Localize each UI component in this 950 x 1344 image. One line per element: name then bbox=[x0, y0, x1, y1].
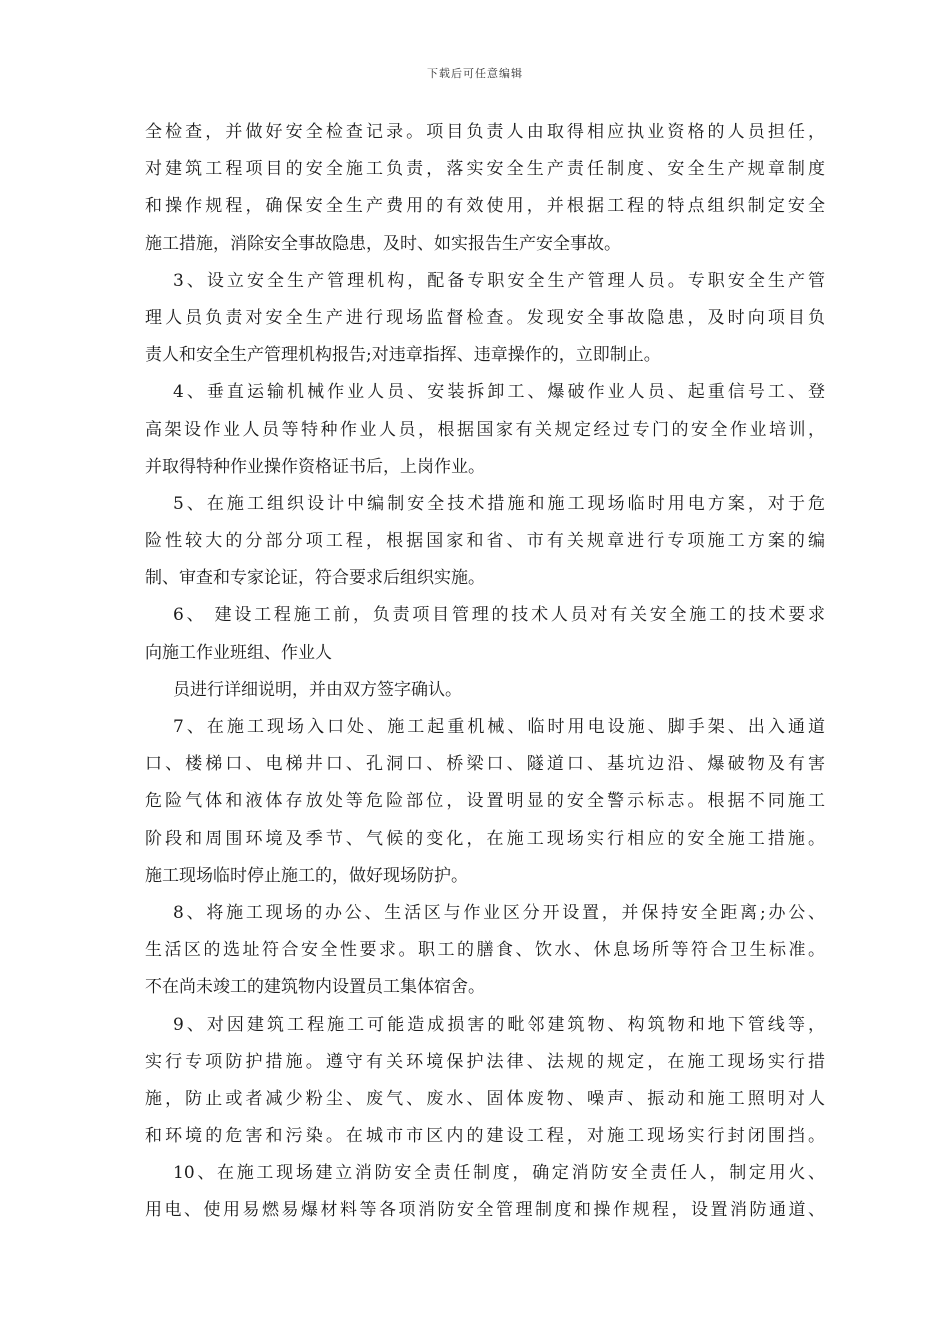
text-line: 员进行详细说明，并由双方签字确认。 bbox=[173, 679, 462, 700]
text-line: 4、垂直运输机械作业人员、安装拆卸工、爆破作业人员、起重信号工、登 bbox=[173, 382, 825, 403]
text-line: 理人员负责对安全生产进行现场监督检查。发现安全事故隐患，及时向项目负 bbox=[145, 307, 825, 328]
text-line: 口、楼梯口、电梯井口、孔洞口、桥梁口、隧道口、基坑边沿、爆破物及有害 bbox=[145, 754, 825, 775]
text-line: 7、在施工现场入口处、施工起重机械、临时用电设施、脚手架、出入通道 bbox=[173, 717, 825, 737]
text-line: 不在尚未竣工的建筑物内设置员工集体宿舍。 bbox=[145, 977, 485, 998]
text-line: 险性较大的分部分项工程，根据国家和省、市有关规章进行专项施工方案的编 bbox=[145, 531, 825, 552]
text-line: 危险气体和液体存放处等危险部位，设置明显的安全警示标志。根据不同施工 bbox=[145, 791, 825, 812]
header-note: 下载后可任意编辑 bbox=[427, 67, 523, 80]
text-line: 9、对因建筑工程施工可能造成损害的毗邻建筑物、构筑物和地下管线等， bbox=[173, 1014, 825, 1035]
text-line: 5、在施工组织设计中编制安全技术措施和施工现场临时用电方案，对于危 bbox=[173, 493, 825, 514]
text-line: 3、设立安全生产管理机构，配备专职安全生产管理人员。专职安全生产管 bbox=[173, 270, 825, 291]
text-line: 实行专项防护措施。遵守有关环境保护法律、法规的规定，在施工现场实行措 bbox=[145, 1051, 825, 1072]
text-line: 高架设作业人员等特种作业人员，根据国家有关规定经过专门的安全作业培训， bbox=[145, 419, 825, 440]
text-line: 8、将施工现场的办公、生活区与作业区分开设置，并保持安全距离;办公、 bbox=[173, 902, 825, 923]
text-line: 和环境的危害和污染。在城市市区内的建设工程，对施工现场实行封闭围挡。 bbox=[145, 1126, 825, 1147]
text-line: 10、在施工现场建立消防安全责任制度，确定消防安全责任人，制定用火、 bbox=[173, 1163, 825, 1184]
text-line: 生活区的选址符合安全性要求。职工的膳食、饮水、休息场所等符合卫生标准。 bbox=[145, 940, 825, 961]
text-line: 用电、使用易燃易爆材料等各项消防安全管理制度和操作规程，设置消防通道、 bbox=[145, 1200, 825, 1221]
text-line: 阶段和周围环境及季节、气候的变化，在施工现场实行相应的安全施工措施。 bbox=[145, 828, 825, 849]
text-line: 施，防止或者减少粉尘、废气、废水、固体废物、噪声、振动和施工照明对人 bbox=[145, 1088, 825, 1109]
text-line: 制、审查和专家论证，符合要求后组织实施。 bbox=[145, 568, 485, 589]
body-text bbox=[145, 114, 825, 1230]
text-line: 并取得特种作业操作资格证书后，上岗作业。 bbox=[145, 456, 485, 477]
text-line: 6、 建设工程施工前，负责项目管理的技术人员对有关安全施工的技术要求 bbox=[173, 605, 825, 626]
text-line: 向施工作业班组、作业人 bbox=[145, 642, 332, 663]
text-line: 施工现场临时停止施工的，做好现场防护。 bbox=[145, 865, 468, 886]
text-line: 施工措施，消除安全事故隐患，及时、如实报告生产安全事故。 bbox=[145, 233, 621, 254]
text-line: 和操作规程，确保安全生产费用的有效使用，并根据工程的特点组织制定安全 bbox=[145, 196, 825, 217]
text-line: 对建筑工程项目的安全施工负责，落实安全生产责任制度、安全生产规章制度 bbox=[145, 159, 825, 180]
text-line: 全检查，并做好安全检查记录。项目负责人由取得相应执业资格的人员担任， bbox=[145, 122, 825, 142]
text-line: 责人和安全生产管理机构报告;对违章指挥、违章操作的，立即制止。 bbox=[145, 345, 661, 366]
